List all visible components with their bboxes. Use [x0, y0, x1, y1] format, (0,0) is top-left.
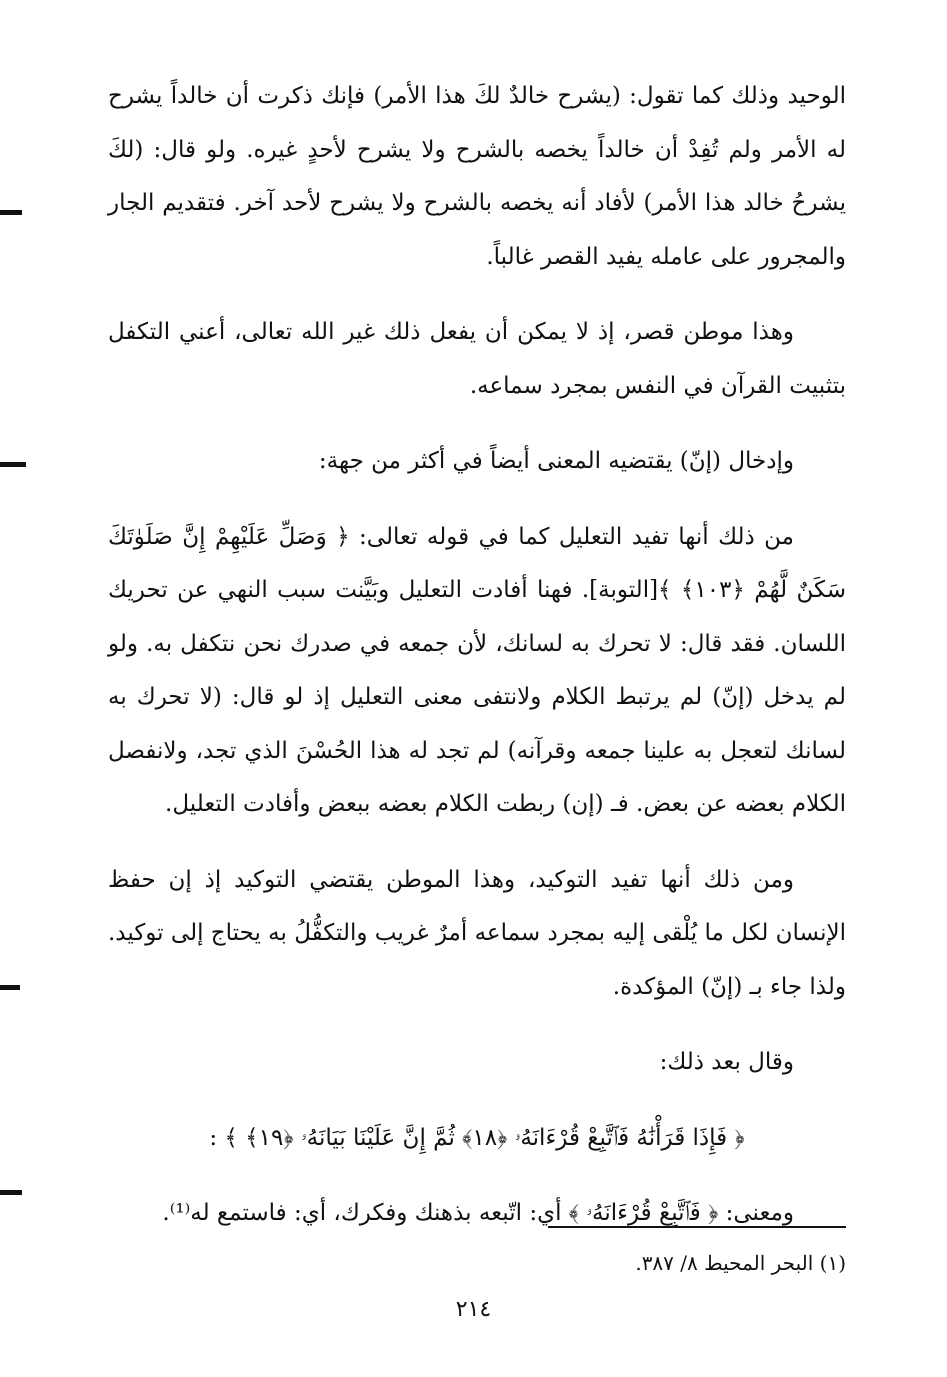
scan-mark — [0, 210, 22, 215]
paragraph-2: وهذا موطن قصر، إذ لا يمكن أن يفعل ذلك غير الله تعالى، أعني التكفل بتثبيت القرآن في النفس بمجرد سماعه. — [108, 319, 846, 399]
footnote-divider — [548, 1226, 846, 1228]
paragraph-5: ومن ذلك أنها تفيد التوكيد، وهذا الموطن يقتضي التوكيد إذ إن حفظ الإنسان لكل ما يُلْقى إليه بمجرد سماعه أمرٌ غريب والتكفُّلُ به يحتاج إلى توكيد. ولذا جاء بـ (إنّ) المؤكدة. — [108, 866, 846, 1000]
paragraph-7: ومعنى: ﴿ فَٱتَّبِعْ قُرْءَانَهُۥ ﴾ أي: اتّبعه بذهنك وفكرك، أي: فاستمع له⁽¹⁾. — [162, 1200, 794, 1226]
footnote: (١) البحر المحيط ٨/ ٣٨٧. — [635, 1251, 846, 1275]
scan-mark — [0, 1190, 22, 1195]
paragraph-3: وإدخال (إنّ) يقتضيه المعنى أيضاً في أكثر من جهة: — [318, 448, 794, 474]
page-number: ٢١٤ — [455, 1297, 492, 1322]
paragraph-1: الوحيد وذلك كما تقول: (يشرح خالدٌ لكَ هذا الأمر) فإنك ذكرت أن خالداً يشرح له الأمر ولم تُفِدْ أن خالداً يخصه بالشرح ولا يشرح لأحدٍ غيره. ولو قال: (لكَ يشرحُ خالد هذا الأمر) لأفاد أنه يخصه بالشرح ولا يشرح لأحد آخر. فتقديم الجار والمجرور على عامله يفيد القصر غالباً. — [108, 83, 846, 270]
paragraph-4: من ذلك أنها تفيد التعليل كما في قوله تعالى: ﴿ وَصَلِّ عَلَيْهِمْ إِنَّ صَلَوٰتَكَ سَكَنٌ لَّهُمْ ﴿١٠٣﴾ ﴾[التوبة]. فهنا أفادت التعليل وبَيَّنت سبب النهي عن تحريك اللسان. فقد قال: لا تحرك به لسانك، لأن جمعه في صدرك نحن نتكفل به. ولو لم يدخل (إنّ) لم يرتبط الكلام ولانتفى معنى التعليل إذ لو قال: (لا تحرك به لسانك لتعجل به علينا جمعه وقرآنه) لم تجد له هذا الحُسْنَ الذي تجد، ولانفصل الكلام بعضه عن بعض. فـ (إن) ربطت الكلام بعضه ببعض وأفادت التعليل. — [108, 523, 846, 817]
main-text — [108, 70, 846, 1263]
paragraph-6: وقال بعد ذلك: — [659, 1049, 794, 1075]
scan-mark — [0, 985, 20, 990]
scan-mark — [0, 462, 26, 467]
quran-verse: ﴿ فَإِذَا قَرَأْنَٰهُ فَٱتَّبِعْ قُرْءَانَهُۥ ﴿١٨﴾ ثُمَّ إِنَّ عَلَيْنَا بَيَانَهُۥ ﴿١٩﴾ ﴾ : — [209, 1124, 745, 1151]
